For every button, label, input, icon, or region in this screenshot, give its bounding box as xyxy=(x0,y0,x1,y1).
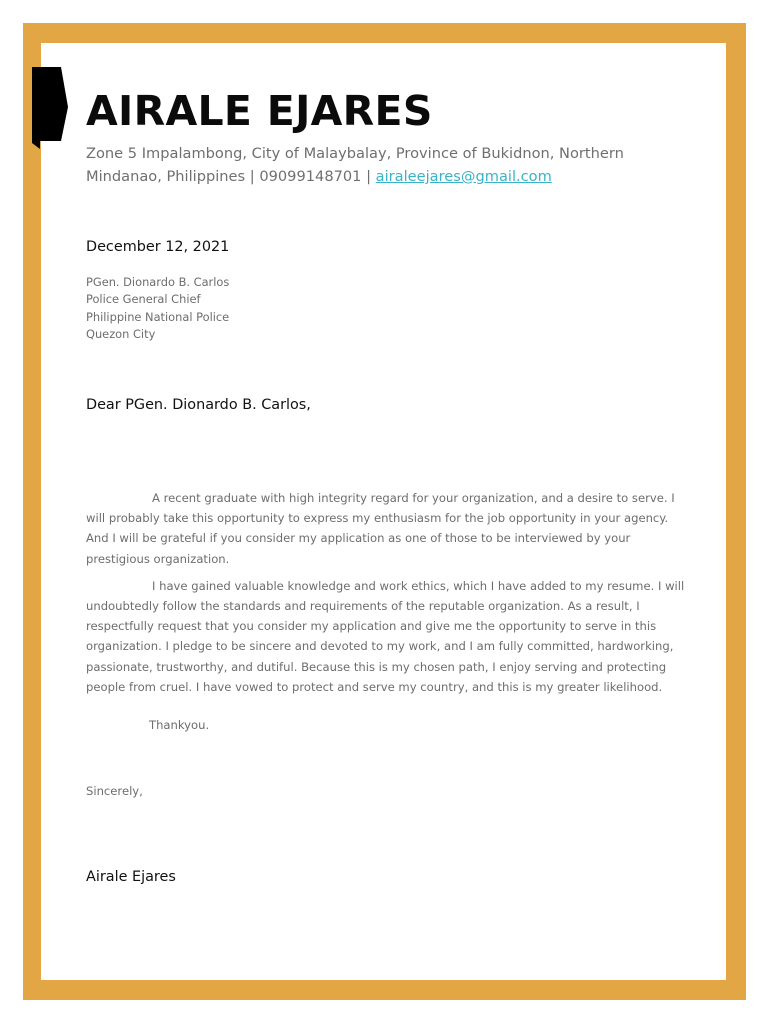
contact-info xyxy=(86,142,686,188)
recipient-block xyxy=(86,274,229,343)
address-phone: Zone 5 Impalambong, City of Malaybalay, Province of Bukidnon, Northern Mindanao, Philippines | 09099148701 | xyxy=(86,145,624,185)
header-accent-tab xyxy=(32,67,68,149)
closing: Sincerely, xyxy=(86,784,143,798)
recipient-organization: Philippine National Police xyxy=(86,309,230,324)
signature-name: Airale Ejares xyxy=(86,869,176,885)
header-accent-shape xyxy=(32,67,68,149)
applicant-name: AIRALE EJARES xyxy=(86,87,433,135)
email-link[interactable]: airaleejares@gmail.com xyxy=(375,168,552,185)
salutation: Dear PGen. Dionardo B. Carlos, xyxy=(86,397,311,413)
recipient-name: PGen. Dionardo B. Carlos xyxy=(86,275,230,289)
letter-date: December 12, 2021 xyxy=(86,239,230,255)
body-paragraph: A recent graduate with high integrity regard for your organization, and a desire to serve. I will probably take this opportunity to express my enthusiasm for the job opportunity in your agency. And I will be grateful if you consider my application as one of those to be interviewed by your prestigious organization. xyxy=(86,491,675,566)
recipient-title: Police General Chief xyxy=(86,292,201,307)
recipient-city: Quezon City xyxy=(86,326,156,341)
thanks-line: Thankyou. xyxy=(149,718,210,732)
letter-body xyxy=(86,488,688,704)
body-paragraph: I have gained valuable knowledge and work ethics, which I have added to my resume. I will undoubtedly follow the standards and requirements of the reputable organization. As a result, I respectfully request that you consider my application and give me the opportunity to serve in this organization. I pledge to be sincere and devoted to my work, and I am fully committed, hardworking, passionate, trustworthy, and dutiful. Because this is my chosen path, I enjoy serving and protecting people from cruel. I have vowed to protect and serve my country, and this is my greater likelihood. xyxy=(86,578,685,694)
